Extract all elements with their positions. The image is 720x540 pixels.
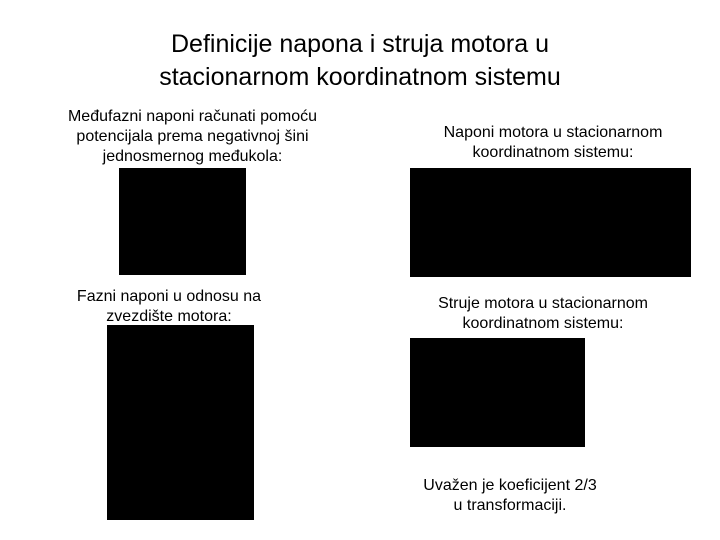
- slide-title-line-2: stacionarnom koordinatnom sistemu: [159, 63, 561, 91]
- line-voltages-caption-line-3: jednosmernog međukola:: [102, 148, 283, 165]
- slide-title-line-1: Definicije napona i struja motora u: [171, 30, 549, 58]
- stationary-voltages-caption-line-2: koordinatnom sistemu:: [472, 144, 634, 161]
- stationary-voltages-caption-line-1: Naponi motora u stacionarnom: [443, 124, 663, 141]
- stationary-voltages-equation-image: [410, 168, 691, 277]
- transformation-note-line-2: u transformaciji.: [453, 497, 567, 514]
- stationary-voltages-caption: [403, 123, 703, 163]
- phase-voltages-caption-line-2: zvezdište motora:: [106, 308, 232, 325]
- phase-voltages-caption: [49, 287, 289, 327]
- phase-voltages-caption-line-1: Fazni naponi u odnosu na: [76, 288, 262, 305]
- line-voltages-caption-line-1: Međufazni naponi računati pomoću: [67, 108, 318, 125]
- line-voltages-equation-image: [119, 168, 246, 275]
- phase-voltages-equation-image: [107, 325, 254, 520]
- stationary-currents-caption-line-1: Struje motora u stacionarnom: [438, 295, 648, 312]
- stationary-currents-caption-line-2: koordinatnom sistemu:: [462, 315, 624, 332]
- transformation-note: [390, 476, 630, 516]
- stationary-currents-caption: [393, 294, 693, 334]
- slide-title: [80, 28, 640, 94]
- line-voltages-caption: [40, 107, 345, 167]
- stationary-currents-equation-image: [410, 338, 585, 447]
- transformation-note-line-1: Uvažen je koeficijent 2/3: [423, 477, 597, 494]
- line-voltages-caption-line-2: potencijala prema negativnoj šini: [76, 128, 309, 145]
